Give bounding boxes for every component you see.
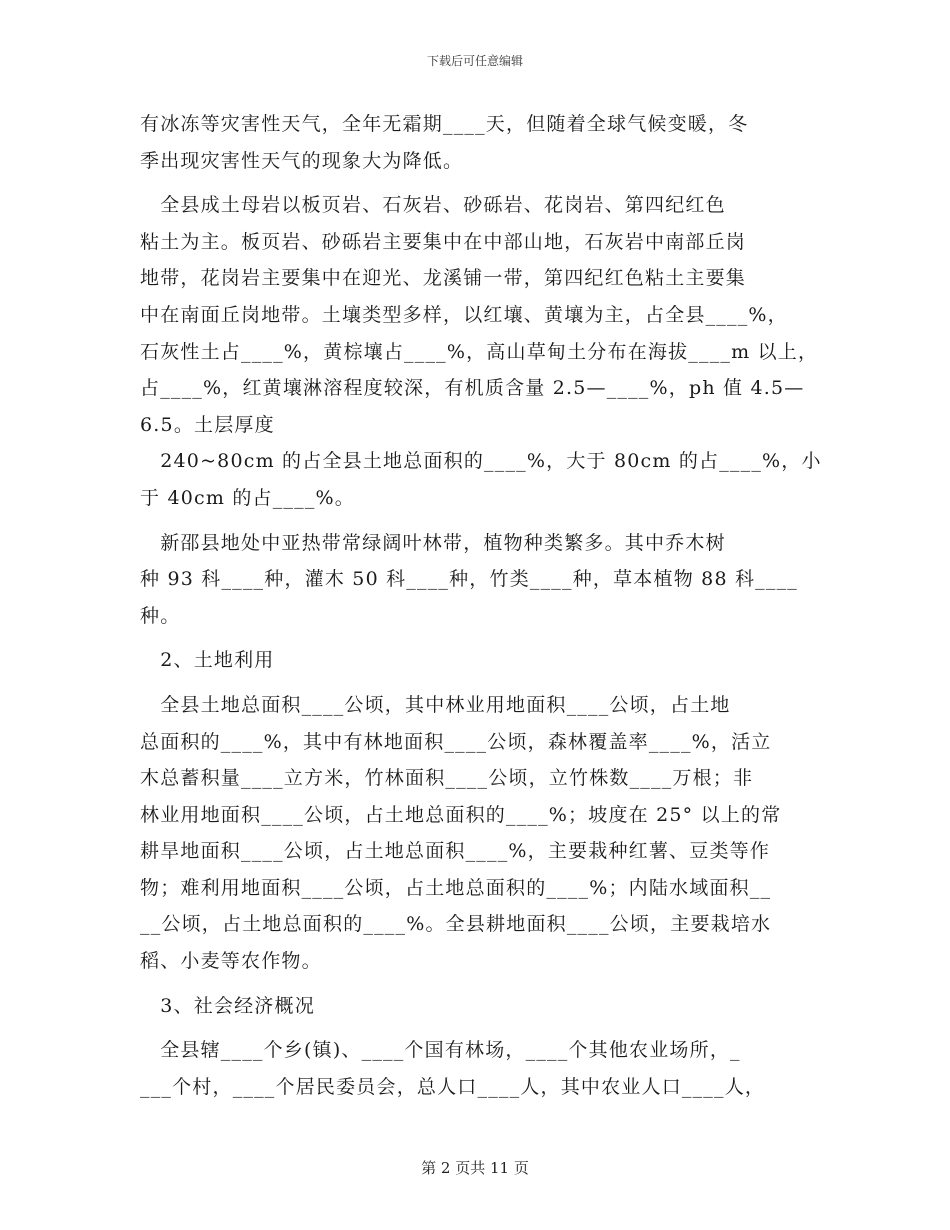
text-line: 6.5。土层厚度 bbox=[140, 413, 275, 436]
paragraph-gap bbox=[140, 679, 812, 687]
text-line: __公顷，占土地总面积的____%。全县耕地面积____公顷，主要栽培水 bbox=[140, 913, 772, 936]
text-line: 木总蓄积量____立方米，竹林面积____公顷，立竹株数____万根；非 bbox=[140, 767, 754, 790]
text-line: 林业用地面积____公顷，占土地总面积的____%；坡度在 25° 以上的常 bbox=[140, 803, 782, 826]
text-line: 中在南面丘岗地带。土壤类型多样，以红壤、黄壤为主，占全县____%， bbox=[140, 303, 788, 326]
text-line: 耕旱地面积____公顷，占土地总面积____%，主要栽种红薯、豆类等作 bbox=[140, 840, 771, 863]
text-line: 地带，花岗岩主要集中在迎光、龙溪铺一带，第四纪红色粘土主要集 bbox=[140, 267, 747, 290]
paragraph-gap bbox=[140, 980, 812, 988]
text-line: 全县辖____个乡(镇)、____个国有林场，____个其他农业场所，_ bbox=[140, 1039, 741, 1062]
text-line: 粘土为主。板页岩、砂砾岩主要集中在中部山地，石灰岩中南部丘岗 bbox=[140, 230, 747, 253]
paragraph-gap bbox=[140, 179, 812, 187]
text-line: 占____%，红黄壤淋溶程度较深，有机质含量 2.5—____%，ph 值 4.5— bbox=[140, 377, 805, 400]
text-line: 种。 bbox=[140, 604, 181, 627]
text-line: 有冰冻等灾害性天气，全年无霜期____天，但随着全球气候变暖，冬 bbox=[140, 113, 749, 135]
document-body bbox=[140, 106, 822, 1105]
text-line: 稻、小麦等农作物。 bbox=[140, 950, 322, 973]
text-line: 总面积的____%，其中有林地面积____公顷，森林覆盖率____%，活立 bbox=[140, 730, 772, 753]
paragraph-gap bbox=[140, 634, 812, 642]
text-line: 2、土地利用 bbox=[140, 649, 275, 672]
text-line: 新邵县地处中亚热带常绿阔叶林带，植物种类繁多。其中乔木树 bbox=[140, 531, 726, 554]
paragraph-gap bbox=[140, 517, 812, 525]
text-line: ___个村，____个居民委员会，总人口____人，其中农业人口____人， bbox=[140, 1075, 766, 1098]
page-header: 下载后可任意编辑 bbox=[426, 54, 523, 68]
text-line: 240~80cm 的占全县土地总面积的____%，大于 80cm 的占____%，小 bbox=[140, 450, 822, 473]
text-line: 石灰性土占____%，黄棕壤占____%，高山草甸土分布在海拔____m 以上， bbox=[140, 340, 819, 363]
text-line: 3、社会经济概况 bbox=[140, 994, 315, 1017]
page-footer: 第 2 页共 11 页 bbox=[421, 1159, 529, 1177]
paragraph-gap bbox=[140, 1024, 812, 1032]
text-line: 季出现灾害性天气的现象大为降低。 bbox=[140, 149, 464, 172]
text-line: 物；难利用地面积____公顷，占土地总面积的____%；内陆水域面积__ bbox=[140, 876, 772, 899]
text-line: 种 93 科____种，灌木 50 科____种，竹类____种，草本植物 88 科____ bbox=[140, 568, 798, 591]
text-line: 于 40cm 的占____%。 bbox=[140, 486, 355, 509]
text-line: 全县成土母岩以板页岩、石灰岩、砂砾岩、花岗岩、第四纪红色 bbox=[140, 194, 726, 217]
text-line: 全县土地总面积____公顷，其中林业用地面积____公顷，占土地 bbox=[140, 693, 731, 716]
